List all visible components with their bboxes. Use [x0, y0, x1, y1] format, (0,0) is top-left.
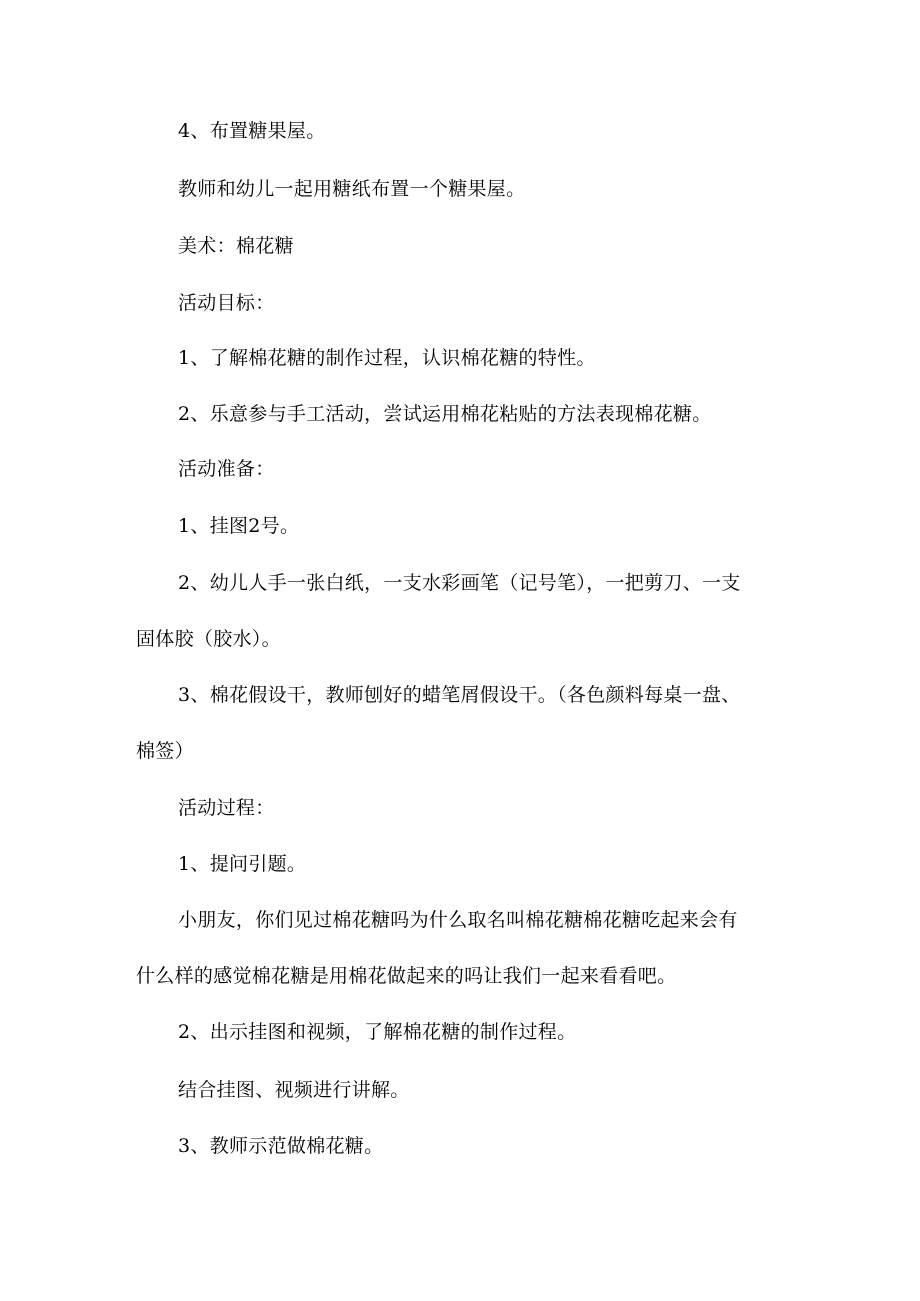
activity-title: 美术：棉花糖: [178, 235, 294, 257]
list-item-process-1: 1、提问引题。: [178, 853, 307, 875]
section-heading-decorate-candy-house: 4、布置糖果屋。: [178, 120, 326, 142]
list-item-process-3: 3、教师示范做棉花糖。: [178, 1135, 384, 1157]
list-item-prep-3-continued: 棉签）: [136, 740, 194, 762]
section-heading-preparation: 活动准备：: [178, 458, 275, 480]
list-item-prep-2: 2、幼儿人手一张白纸，一支水彩画笔（记号笔），一把剪刀、一支: [178, 572, 741, 594]
list-item-prep-2-continued: 固体胶（胶水）。: [136, 628, 281, 650]
list-item-process-2: 2、出示挂图和视频，了解棉花糖的制作过程。: [178, 1021, 577, 1043]
list-item-goal-1: 1、了解棉花糖的制作过程，认识棉花糖的特性。: [178, 347, 596, 369]
paragraph-line: 结合挂图、视频进行讲解。: [178, 1079, 410, 1101]
section-heading-goals: 活动目标：: [178, 292, 275, 314]
paragraph-line: 小朋友，你们见过棉花糖吗为什么取名叫棉花糖棉花糖吃起来会有: [178, 909, 738, 931]
list-item-prep-1: 1、挂图2号。: [178, 515, 300, 537]
section-heading-process: 活动过程：: [178, 797, 275, 819]
list-item-goal-2: 2、乐意参与手工活动，尝试运用棉花粘贴的方法表现棉花糖。: [178, 403, 712, 425]
list-item-prep-3: 3、棉花假设干，教师刨好的蜡笔屑假设干。（各色颜料每桌一盘、: [178, 684, 741, 706]
paragraph-line: 教师和幼儿一起用糖纸布置一个糖果屋。: [178, 178, 526, 200]
paragraph-line-continued: 什么样的感觉棉花糖是用棉花做起来的吗让我们一起来看看吧。: [136, 965, 677, 987]
